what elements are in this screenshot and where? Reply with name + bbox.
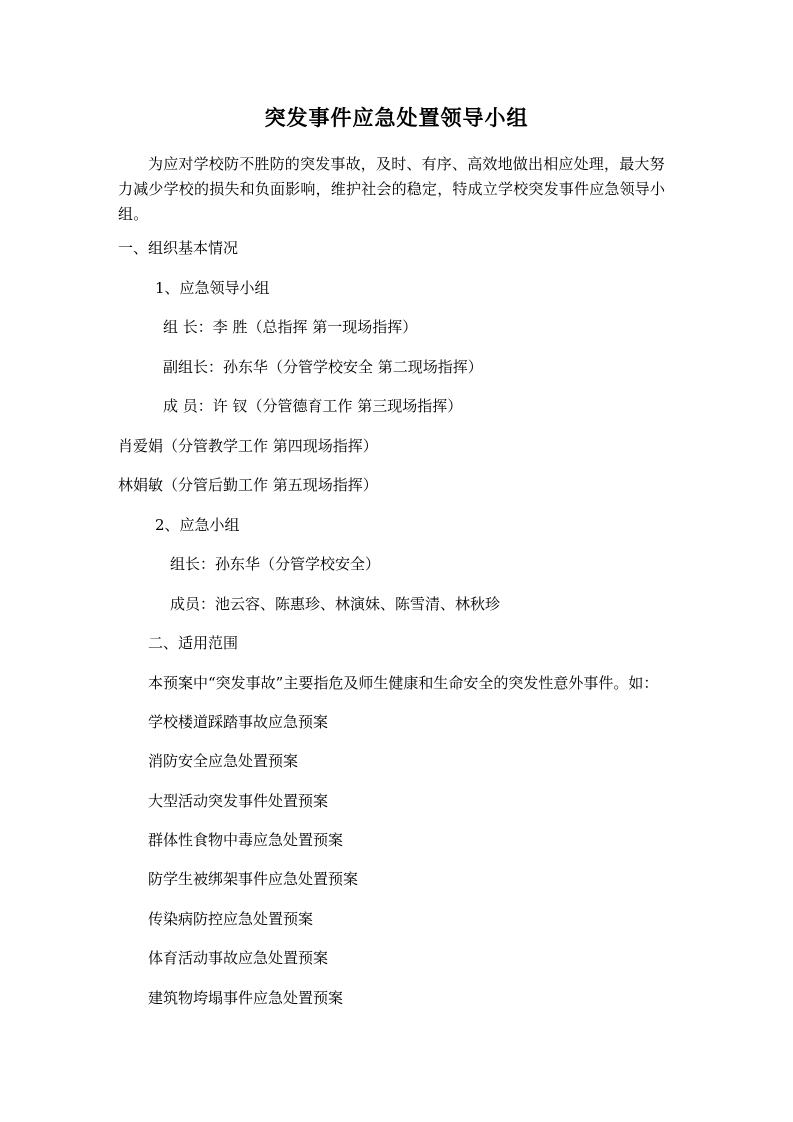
section-heading-scope: 二、适用范围 xyxy=(148,634,239,652)
leader-line: 组 长：李 胜（总指挥 第一现场指挥） xyxy=(163,318,418,336)
plan-item: 学校楼道踩踏事故应急预案 xyxy=(148,713,329,731)
subsection-heading-leadership-group: 1、应急领导小组 xyxy=(155,279,270,297)
plan-item: 防学生被绑架事件应急处置预案 xyxy=(148,870,359,888)
plan-item: 体育活动事故应急处置预案 xyxy=(148,949,329,967)
member-line-3: 林娟敏（分管后勤工作 第五现场指挥） xyxy=(118,476,378,494)
plan-item: 大型活动突发事件处置预案 xyxy=(148,792,329,810)
document-title: 突发事件应急处置领导小组 xyxy=(264,105,529,130)
plan-item: 传染病防控应急处置预案 xyxy=(148,910,314,928)
member-line-2: 肖爱娟（分管教学工作 第四现场指挥） xyxy=(118,437,378,455)
section-heading-organization: 一、组织基本情况 xyxy=(118,239,239,257)
member-line: 成 员：许 钗（分管德育工作 第三现场指挥） xyxy=(163,397,463,415)
scope-intro-line: 本预案中“突发事故”主要指危及师生健康和生命安全的突发性意外事件。如： xyxy=(148,674,659,692)
plan-item: 建筑物垮塌事件应急处置预案 xyxy=(148,989,344,1007)
emergency-group-members-line: 成员：池云容、陈惠珍、林演妹、陈雪清、林秋珍 xyxy=(170,595,501,613)
deputy-leader-line: 副组长：孙东华（分管学校安全 第二现场指挥） xyxy=(163,358,483,376)
plan-item: 群体性食物中毒应急处置预案 xyxy=(148,831,344,849)
emergency-group-leader-line: 组长：孙东华（分管学校安全） xyxy=(170,555,381,573)
intro-paragraph: 为应对学校防不胜防的突发事故，及时、有序、高效地做出相应处理，最大努力减少学校的损失和负面影响，维护社会的稳定，特成立学校突发事件应急领导小组。 xyxy=(118,155,666,223)
subsection-heading-emergency-group: 2、应急小组 xyxy=(155,516,240,534)
plan-item: 消防安全应急处置预案 xyxy=(148,752,299,770)
